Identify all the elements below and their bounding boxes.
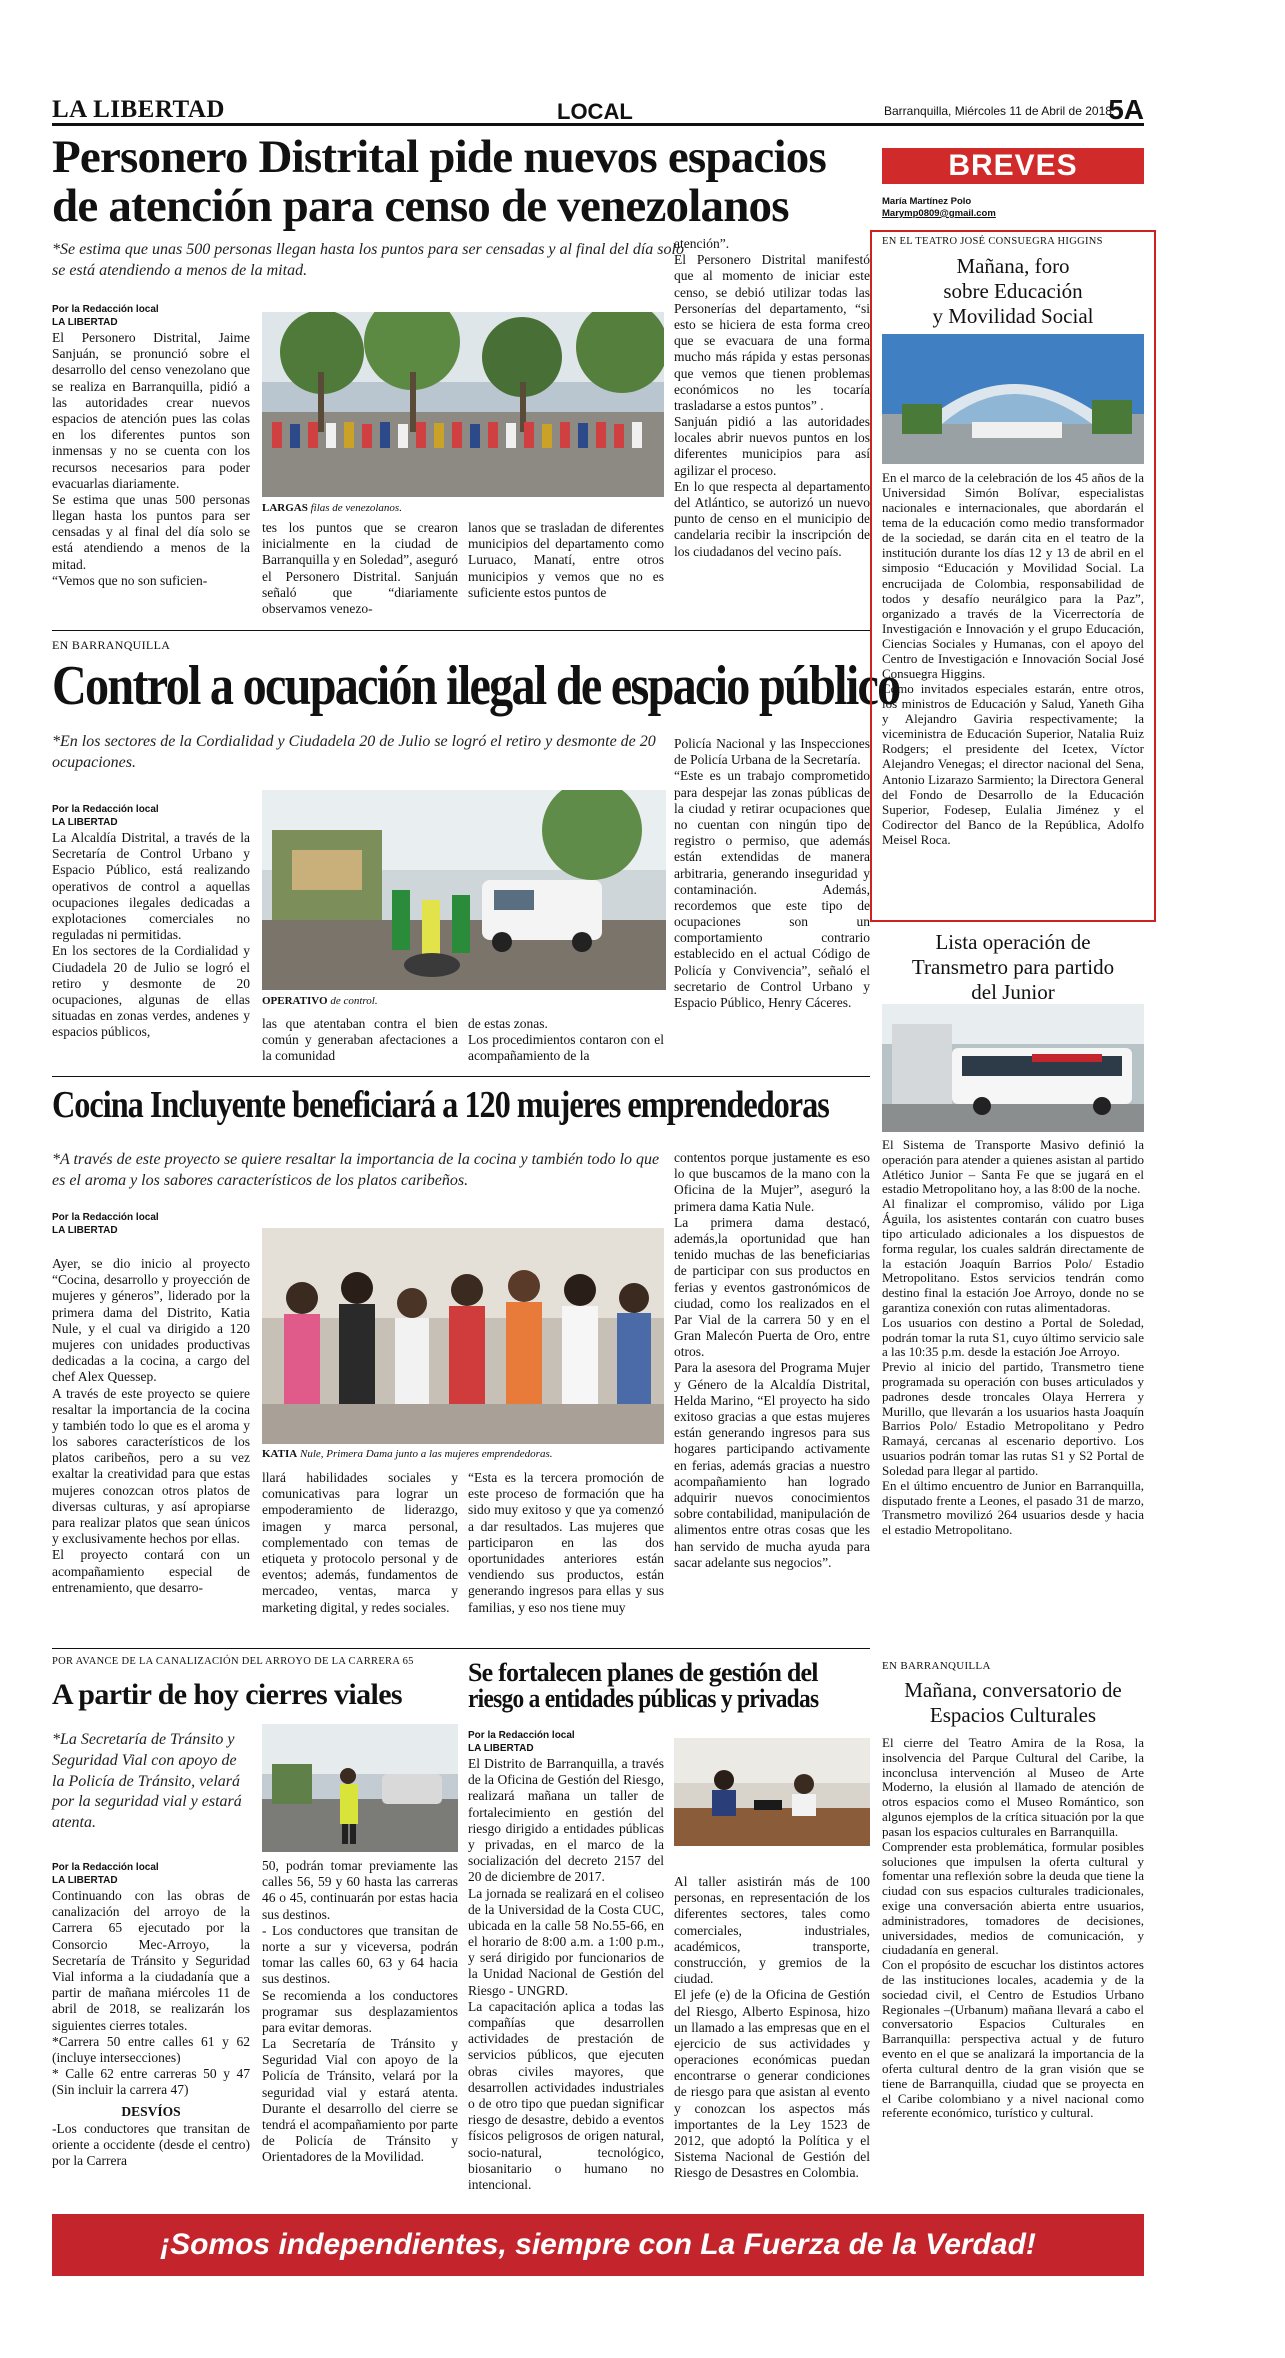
brief1-kicker: EN EL TEATRO JOSÉ CONSUEGRA HIGGINS xyxy=(882,236,1103,247)
issue-date: Barranquilla, Miércoles 11 de Abril de 2018 xyxy=(884,104,1112,118)
women-group-photo xyxy=(262,1228,664,1444)
section-name: LOCAL xyxy=(557,99,633,124)
story1-col4 xyxy=(674,236,870,560)
story1-headline xyxy=(52,131,872,232)
story2-deck: *En los sectores de la Cordialidad y Ciudadela 20 de Julio se logró el retiro y desmonte de 20 ocupaciones. xyxy=(52,733,656,771)
paragraph: Con el propósito de escuchar los distintos actores de las instituciones locales, academia y de la sociedad civil, el Centro de Estudios Urbano Regionales –(Urbanum) mañana llevará a cabo el conversatorio Espacios Culturales en Barranquilla: perspectiva actual y de futuro evento en el que se analizará la importancia de la oferta cultural dentro de la gran visión que se tiene de Barranquilla, ciudad que se proyecta en el Caribe colombiano y a nivel nacional como referente económico, turístico y cultural. xyxy=(882,1957,1144,2121)
story5-photo xyxy=(674,1738,870,1846)
paragraph: Los procedimientos contaron con el acompañamiento de la xyxy=(468,1032,664,1064)
paragraph: El proyecto contará con un acompañamiento especial de entrenamiento, que desarro- xyxy=(52,1547,250,1595)
paragraph: En lo que respecta al departamento del Atlántico, se autorizó un nuevo punto de censo en el municipio de candelaria recibir la inscripción de los ciudadanos del vecino país. xyxy=(674,478,870,559)
brief1-title-line: Mañana, foro xyxy=(956,254,1070,278)
story1-caption xyxy=(262,502,664,514)
paragraph: En el último encuentro de Junior en Barranquilla, disputado frente a Leones, el pasado 31 de marzo, Transmetro movilizó 264 usuarios desde y hacia el estadio Metropolitano. xyxy=(882,1477,1144,1538)
paragraph: El Distrito de Barranquilla, a través de la Oficina de Gestión del Riesgo, realizará mañana un taller de fortalecimiento en gestión del riesgo dirigido a entidades públicas y privadas, en el marco de la socialización del decreto 2157 del 20 de diciembre de 2017. xyxy=(468,1756,664,1885)
byline-paper: LA LIBERTAD xyxy=(52,816,118,828)
byline-paper: LA LIBERTAD xyxy=(52,1224,118,1236)
paragraph: En el marco de la celebración de los 45 años de la Universidad Simón Bolívar, especialistas nacionales e internacionales, que abordarán el tema de la educación como medio transformador de la sociedad, se darán cita en el teatro de la institución durante los días 12 y 13 de abril en el simposio “Educación y Movilidad Social. La encrucijada de Colombia, responsabilidad de todos y desafío neurálgico para la Paz”, organizado a través de la Vicerrectoría de Investigación e Innovación y el grupo Educación, Ciencias Sociales y Humanas, con el apoyo del Centro de Investigación e Innovación Social José Consuegra Higgins. xyxy=(882,470,1144,682)
paragraph: “Este es un trabajo comprometido para despejar las zonas públicas de la ciudad y retirar ocupaciones que no cuentan con ningún tipo de registro o permiso, que además están extendidas de manera arbitraria, generando inseguridad y contaminación. Además, recordemos que este tipo de ocupaciones son un comportamiento contrario establecido en el actual Código de Policía y Convivencia”, señaló el secretario de Control Urbano y Espacio Público, Henry Cáceres. xyxy=(674,768,870,1010)
author-email[interactable]: Marymp0809@gmail.com xyxy=(882,207,996,219)
brief3-kicker: EN BARRANQUILLA xyxy=(882,1660,991,1672)
theater-building-photo xyxy=(882,334,1144,464)
brief1-photo xyxy=(882,334,1144,464)
story4-byline xyxy=(52,1862,252,1887)
story2-col3 xyxy=(468,1016,664,1065)
brief1-title-line: y Movilidad Social xyxy=(932,304,1094,329)
story2-kicker: EN BARRANQUILLA xyxy=(52,638,171,652)
paragraph: Previo al inicio del partido, Transmetro tiene programada su operación con buses articulados y padrones desde troncales Olaya Herrera y Murillo, que llevarán a los usuarios hasta Joaquín Barrios Polo/ Estadio Metropolitano y Pedro Ramayá, cercanas al escenario deportivo. Los usuarios podrán tomar las rutas S1 y S2 Portal de Soledad para llegar al partido. xyxy=(882,1359,1144,1478)
brief1-title-line: sobre Educación xyxy=(943,279,1083,304)
story1-headline-line1: Personero Distrital pide nuevos espacios xyxy=(52,131,826,183)
paragraph: atención”. xyxy=(674,236,730,251)
story2-byline xyxy=(52,804,252,829)
paragraph: Sanjuán pidió a las autoridades locales abrir nuevos puntos en los diferentes municipios para así agilizar el proceso. xyxy=(674,414,870,478)
story2-col2: las que atentaban contra el bien común y generaban afectaciones a la comunidad xyxy=(262,1016,458,1064)
story1-deck: *Se estima que unas 500 personas llegan hasta los puntos para ser censadas y al final del día solo se está atendiendo a menos de la mitad. xyxy=(52,241,684,279)
paragraph: -Los conductores que transitan de oriente a occidente (desde el centro) por la Carrera xyxy=(52,2120,250,2168)
brief3-text xyxy=(882,1736,1144,2121)
caption-text: Nule, Primera Dama junto a las mujeres emprendedoras. xyxy=(297,1448,553,1460)
story4-kicker: POR AVANCE DE LA CANALIZACIÓN DEL ARROYO DE LA CARRERA 65 xyxy=(52,1656,414,1667)
paragraph: Continuando con las obras de canalización del arroyo de la Carrera 65 ejecutado por la Consorcio Mec-Arroyo, la Secretaría de Tránsito y Seguridad Vial informa a la ciudadanía que a partir de mañana miércoles 11 de abril de 2018, se realizarán los siguientes cierres totales. xyxy=(52,1888,250,2033)
paragraph: 50, podrán tomar previamente las calles 56, 59 y 60 hasta las carreras 46 o 45, continuarán por estas hacia sus destinos. xyxy=(262,1858,458,1922)
byline-text: Por la Redacción local xyxy=(468,1730,575,1741)
story2-col1 xyxy=(52,830,250,1040)
byline-text: Por la Redacción local xyxy=(52,1862,159,1873)
caption-lead: LARGAS xyxy=(262,502,308,514)
story3-col2: llará habilidades sociales y comunicativas para lograr un empoderamiento de liderazgo, imagen y marca personal, complementado con temas de etiqueta y protocolo personal y de eventos; además, fundamentos de mercadeo, ventas, marca y marketing digital, y redes sociales. xyxy=(262,1470,458,1615)
paragraph: “Vemos que no son suficien- xyxy=(52,572,208,588)
section-divider xyxy=(52,1648,870,1649)
bus-photo xyxy=(882,1004,1144,1132)
paragraph: Ayer, se dio inicio al proyecto “Cocina, desarrollo y proyección de mujeres y géneros”, liderado por la primera dama del Distrito, Katia Nule, y el cual va dirigido a 120 mujeres con unidades productivas dedicadas a la cocina, a cargo del chef Alex Quessep. xyxy=(52,1256,250,1385)
caption-text: de control. xyxy=(327,995,378,1007)
caption-text: filas de venezolanos. xyxy=(307,502,402,514)
byline-text: Por la Redacción local xyxy=(52,304,159,315)
byline-paper: LA LIBERTAD xyxy=(468,1742,534,1754)
brief3-title xyxy=(882,1678,1144,1728)
brief1-title xyxy=(882,254,1144,330)
traffic-officer-photo xyxy=(262,1724,458,1852)
paragraph: El cierre del Teatro Amira de la Rosa, la insolvencia del Parque Cultural del Caribe, la inconclusa intervención al Museo de Arte Moderno, la elusión al llamado de atención de otros espacios como el Museo Romántico, son algunos ejemplos de la crítica situación por la que pasan los espacios culturales en Barranquilla. xyxy=(882,1735,1144,1839)
paragraph: Para la asesora del Programa Mujer y Género de la Alcaldía Distrital, Helda Marino, “El proyecto ha sido exitoso gracias a que estas mujeres están generando ingresos para sus hogares participando activamente en ferias, además gracias a nuestro acompañamiento han logrado adquirir nuevos conocimientos sobre contabilidad, manipulación de alimentos entre otras cosas que les han servido de mucha ayuda para sacar adelante sus negocios”. xyxy=(674,1360,870,1570)
caption-lead: KATIA xyxy=(262,1448,298,1460)
brief2-text xyxy=(882,1138,1144,1538)
author-name: María Martínez Polo xyxy=(882,196,972,207)
story3-deck: *A través de este proyecto se quiere resaltar la importancia de la cocina y también todo lo que es el aroma y los sabores característicos de los platos caribeños. xyxy=(52,1151,660,1189)
page-number: 5A xyxy=(1108,94,1144,125)
brief3-title-line: Espacios Culturales xyxy=(929,1703,1097,1728)
story5-headline-line1: Se fortalecen planes de gestión del xyxy=(468,1658,818,1687)
byline-paper: LA LIBERTAD xyxy=(52,316,118,328)
story2-caption xyxy=(262,995,664,1007)
story5-headline xyxy=(468,1660,878,1712)
story5-col2 xyxy=(674,1874,870,2182)
caption-lead: OPERATIVO xyxy=(262,995,328,1007)
paragraph: Policía Nacional y las Inspecciones de Policía Urbana de la Secretaría. xyxy=(674,736,870,768)
story4-col1 xyxy=(52,1888,250,2169)
paragraph: Al taller asistirán más de 100 personas, en representación de los diferentes sectores, tales como comerciales, industriales, académicos, transporte, construcción, y gremios de la ciudad. xyxy=(674,1874,870,1987)
story1-col3: lanos que se trasladan de diferentes municipios del departamento como Luruaco, Manatí, entre otros municipios y vemos que no es suficiente estos puntos de xyxy=(468,520,664,600)
paragraph: La Alcaldía Distrital, a través de la Secretaría de Control Urbano y Espacio Público, está realizando operativos de control a aquellas ocupaciones ilegales dedicadas a explotaciones comerciales no reguladas ni permitidas. xyxy=(52,830,250,943)
breves-header: BREVES xyxy=(882,148,1144,184)
paragraph: El jefe (e) de la Oficina de Gestión del Riesgo, Alberto Espinosa, hizo un llamado a las empresas que en el ejercicio de sus actividades y operaciones económicas puedan encontrarse o generar condiciones de riesgo para que asistan al evento y conozcan los aspectos más importantes de la Ley 1523 de 2012, que adoptó la Política y el Sistema Nacional de Gestión del Riesgo de Desastres en Colombia. xyxy=(674,1987,870,2181)
paragraph: En los sectores de la Cordialidad y Ciudadela 20 de Julio se logró el retiro y desmonte de 20 ocupaciones, algunas de ellas situadas en zonas verdes, andenes y espacios públicos, xyxy=(52,943,250,1040)
newspaper-name: LA LIBERTAD xyxy=(52,96,225,123)
story5-col1 xyxy=(468,1756,664,2193)
brief2-title xyxy=(882,930,1144,1006)
story3-col4 xyxy=(674,1150,870,1571)
sidebar-byline xyxy=(882,196,1144,220)
paragraph: Los usuarios con destino a Portal de Soledad, podrán tomar la ruta S1, cuyo último servicio sale a las 10:35 p.m. desde la estación Joe Arroyo. xyxy=(882,1314,1144,1360)
brief2-photo xyxy=(882,1004,1144,1132)
section-divider xyxy=(52,1076,870,1077)
paragraph: La primera dama destacó, además,la oportunidad que han tenido muchas de las beneficiarias de participar con sus productos en ferias y eventos gastronómicos de ciudad, como los realizados en el Par Vial de la carrera 50 y en el Gran Malecón Puerta de Oro, entre otros. xyxy=(674,1214,870,1360)
paragraph: Al finalizar el compromiso, válido por Liga Águila, los asistentes contarán con cuatro buses tipo articulado adicionales a los dispuestos de forma regular, los cuales saldrán directamente de la estación Joaquín Barrios Polo/ Estadio Metropolitano. Estos servicios tendrán como destino final la estación Joe Arroyo, donde no se garantiza conexión con rutas alimentadoras. xyxy=(882,1196,1144,1315)
paragraph: La capacitación aplica a todas las compañías que desarrollen actividades de prestación de servicios públicos, que ejecuten obras civiles mayores, que desarrollen actividades industriales o de otro tipo que puedan significar riesgo de desastre, debido a eventos físicos peligrosos de origen natural, socio-natural, tecnológico, biosanitario o humano no intencional. xyxy=(468,1998,664,2192)
byline-text: Por la Redacción local xyxy=(52,1212,159,1223)
story2-headline: Control a ocupación ilegal de espacio público xyxy=(52,655,900,717)
paragraph: Comprender esta problemática, formular posibles soluciones que impulsen la oferta cultural y fomentar una reflexión sobre la deuda que tiene la ciudad con sus espacios culturales tradicionales, exige una conversación abierta entre usuarios, administradores, tomadores de decisiones, universidades, medios de comunicación, y ciudadanía en general. xyxy=(882,1838,1144,1958)
story4-col2 xyxy=(262,1858,458,2166)
paragraph: La Secretaría de Tránsito y Seguridad Vial con apoyo de la Policía de Tránsito, velará por la seguridad vial y estará atenta. Durante el desarrollo del cierre se tendrá el acompañamiento por parte de Policía de Tránsito y Orientadores de la Movilidad. xyxy=(262,2036,458,2165)
story3-photo xyxy=(262,1228,664,1444)
byline-text: Por la Redacción local xyxy=(52,804,159,815)
brief2-title-line: Transmetro para partido xyxy=(911,955,1115,980)
brief3-title-line: Mañana, conversatorio de xyxy=(904,1678,1122,1702)
paragraph: - Los conductores que transitan de norte a sur y viceversa, podrán tomar las calles 60, 63 y 64 hacia sus destinos. xyxy=(262,1922,458,1987)
story4-headline: A partir de hoy cierres viales xyxy=(52,1678,402,1711)
subhead: DESVÍOS xyxy=(121,2104,181,2120)
paragraph: Como invitados especiales estarán, entre otros, los ministros de Educación y Salud, Yaneth Giha y Alejandro Gaviria respectivamente; la viceministra de Educación Superior, Natalia Ruiz Rodgers; el presidente del Icetex, Víctor Alejandro Venegas; el director nacional del Sena, Antonio Lizarazo Sarmiento; la Directora General del Fondo de Desarrollo de la Educación Superior, Fodesep, Eulalia Jiménez y el Codirector del Banco de la República, Adolfo Meisel Roca. xyxy=(882,681,1144,847)
footer-slogan-banner: ¡Somos independientes, siempre con La Fuerza de la Verdad! xyxy=(52,2214,1144,2276)
story1-col2: tes los puntos que se crearon inicialmente en la ciudad de Barranquilla y en Soledad”, aseguró el Personero Distrital. Sanjuán señaló que “diariamente observamos venezo- xyxy=(262,520,458,616)
story1-byline xyxy=(52,304,252,329)
story4-photo xyxy=(262,1724,458,1852)
story2-col4 xyxy=(674,736,870,1011)
story3-col3: “Esta es la tercera promoción de este proceso de formación que ha sido muy exitoso y que ya comenzó a dar resultados. Las mujeres que participaron en las dos oportunidades anteriores están vendiendo sus productos, están generando ingresos para ellas y sus familias, y eso nos tiene muy xyxy=(468,1470,664,1615)
masthead xyxy=(52,96,1144,126)
paragraph: El Personero Distrital, Jaime Sanjuán, se pronunció sobre el desarrollo del censo venezolano que se realiza en Barranquilla, pidió a las autoridades crear nuevos espacios de atención pues las colas en los diferentes puntos son inmensas y no se cuenta con los recursos necesarios para poder evacuarlas diariamente. xyxy=(52,330,250,491)
meeting-photo xyxy=(674,1738,870,1846)
story1-col1 xyxy=(52,330,250,589)
paragraph: Se estima que unas 500 personas llegan hasta los puntos para ser censadas y al final del día solo se está atendiendo a menos de la mitad. xyxy=(52,491,250,572)
story1-headline-line2: de atención para censo de venezolanos xyxy=(52,180,789,232)
paragraph: de estas zonas. xyxy=(468,1016,548,1031)
story3-byline xyxy=(52,1212,252,1237)
paragraph: *Carrera 50 entre calles 61 y 62 (incluye intersecciones) xyxy=(52,2033,250,2065)
brief1-text xyxy=(882,470,1144,847)
story5-headline-line2: riesgo a entidades públicas y privadas xyxy=(468,1684,819,1713)
paragraph: contentos porque justamente es eso lo que buscamos de la mano con la Oficina de la Mujer”, aseguró la primera dama Katia Nule. xyxy=(674,1150,870,1214)
story3-headline: Cocina Incluyente beneficiará a 120 mujeres emprendedoras xyxy=(52,1084,829,1126)
paragraph: * Calle 62 entre carreras 50 y 47 (Sin incluir la carrera 47) xyxy=(52,2066,250,2098)
story4-deck: *La Secretaría de Tránsito y Seguridad Vial con apoyo de la Policía de Tránsito, velará por la seguridad vial y estará atenta. xyxy=(52,1731,242,1832)
story5-byline xyxy=(468,1730,668,1755)
paragraph: A través de este proyecto se quiere resaltar la importancia de la cocina y también todo lo que es el aroma y los sabores característicos de los platos caribeños, pero a su vez exaltar la creatividad para que estas mujeres conozcan otros platos de diversas culturas, y así apropiarse para realizar platos que sean únicos y exclusivamente hechos por ellas. xyxy=(52,1385,250,1547)
street-operation-photo xyxy=(262,790,666,990)
section-divider xyxy=(52,630,870,631)
paragraph: El Sistema de Transporte Masivo definió la operación para atender a quienes asistan al partido Atlético Junior – Santa Fe que se jugará en el estadio Metropolitano hoy, a las 8:00 de la noche. xyxy=(882,1137,1144,1197)
paragraph: Se recomienda a los conductores programar sus desplazamientos para evitar demoras. xyxy=(262,1987,458,2035)
byline-paper: LA LIBERTAD xyxy=(52,1874,118,1886)
brief2-title-line: Lista operación de xyxy=(935,930,1091,954)
paragraph: El Personero Distrital manifestó que al momento de iniciar este censo, se debió utilizar todas las Personerías del departamento, “si esto se hiciera de esta forma creo que se evacuara de una forma mucho más rápida y estas personas que vemos que tienen problemas económicos no les tocaría trasladarse a estos puntos” . xyxy=(674,252,870,413)
story3-caption xyxy=(262,1448,664,1460)
story2-photo xyxy=(262,790,666,990)
story3-col1 xyxy=(52,1256,250,1596)
paragraph: La jornada se realizará en el coliseo de la Universidad de la Costa CUC, ubicada en la calle 58 No.55-66, en el horario de 8:00 a.m. a 1:00 p.m., y será dirigido por funcionarios de la Unidad Nacional de Gestión del Riesgo - UNGRD. xyxy=(468,1885,664,1998)
story1-photo xyxy=(262,312,664,497)
street-queue-photo xyxy=(262,312,664,497)
brief2-title-line: del Junior xyxy=(971,980,1055,1005)
